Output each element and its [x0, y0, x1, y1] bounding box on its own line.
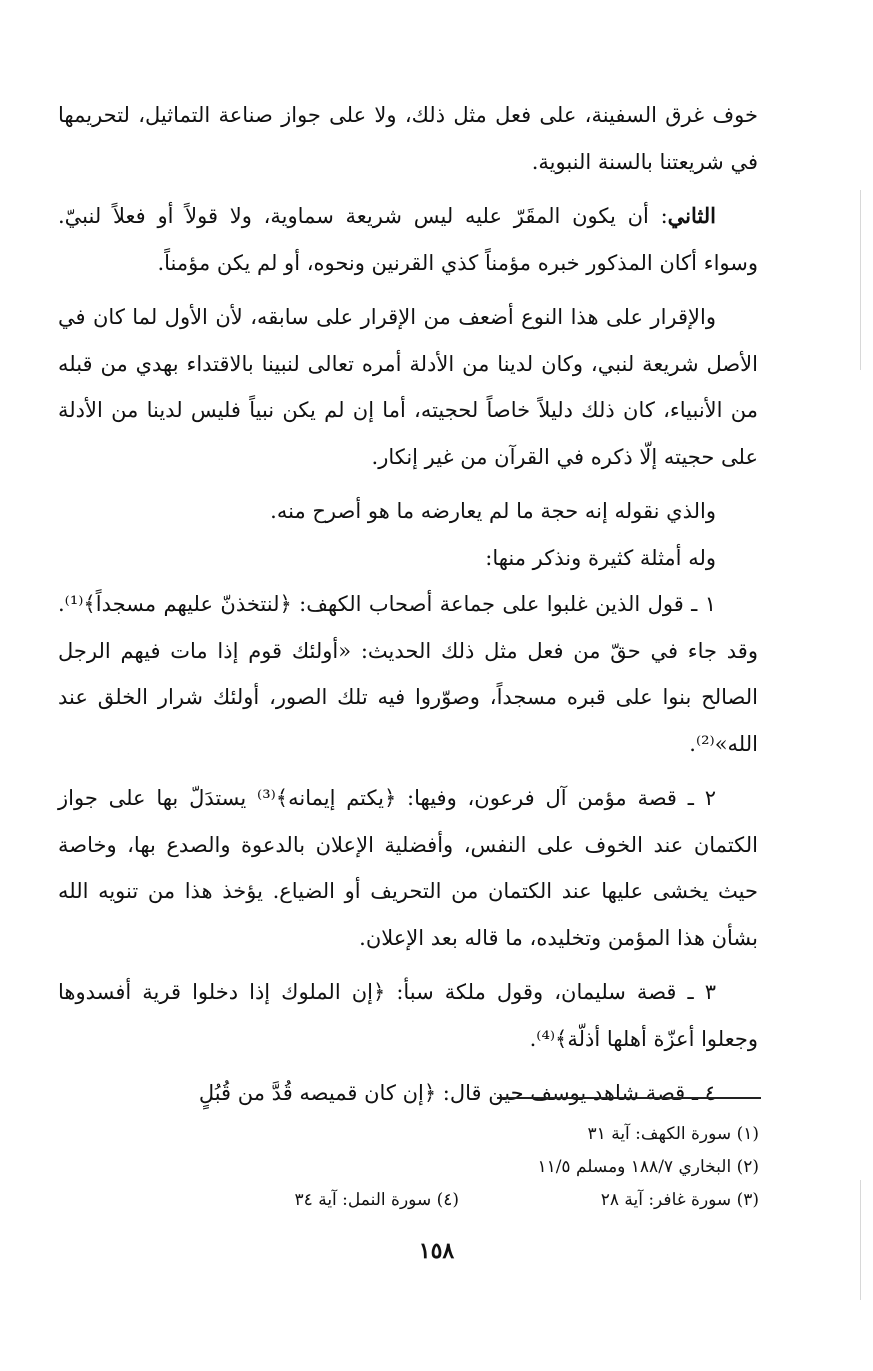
footnote-row — [159, 1118, 759, 1151]
main-text — [58, 92, 758, 1117]
footnote-3: (٣) سورة غافر: آية ٢٨ — [600, 1190, 759, 1210]
paragraph-argument: والإقرار على هذا النوع أضعف من الإقرار على سابقه، لأن الأول لما كان في الأصل شريعة لنبي، وكان لدينا من الأدلة أمره تعالى لنبينا بالاقتداء بهدي من قبله من الأنبياء، كان ذلك دليلاً خاصاً لحجيته، أما إن لم يكن نبياً فليس لدينا من الأدلة على حجيته إلّا ذكره في القرآن من غير إنكار. — [58, 305, 758, 469]
paragraph-second-type: الثاني: أن يكون المقَرّ عليه ليس شريعة سماوية، ولا قولاً أو فعلاً لنبيّ. وسواء أكان المذكور خبره مؤمناً كذي القرنين ونحوه، أو لم يكن مؤمناً. — [58, 203, 758, 275]
paragraph-lead-word: الثاني — [667, 203, 716, 228]
paragraph-examples-intro: وله أمثلة كثيرة ونذكر منها: — [485, 545, 716, 570]
footnote-row — [159, 1151, 759, 1184]
paragraph-continuation: خوف غرق السفينة، على فعل مثل ذلك، ولا على جواز صناعة التماثيل، لتحريمها في شريعتنا بالسنة النبوية. — [58, 103, 758, 174]
paragraph-example-3: ٣ ـ قصة سليمان، وقول ملكة سبأ: ﴿إن الملوك إذا دخلوا قرية أفسدوها وجعلوا أعزّة أهلها أذلّة﴾⁽⁴⁾. — [58, 980, 758, 1051]
footnote-divider — [497, 1097, 761, 1099]
footnote-2: (٢) البخاري ١٨٨/٧ ومسلم ١١/٥ — [537, 1157, 759, 1177]
paragraph-example-2: ٢ ـ قصة مؤمن آل فرعون، وفيها: ﴿يكتم إيمانه﴾⁽³⁾ يستدَلّ بها على جواز الكتمان عند الخوف على النفس، وأفضلية الإعلان بالدعوة والصدع بها، وخاصة حيث يخشى عليها عند الكتمان من التحريف أو الضياع. يؤخذ هذا من تنويه الله بشأن هذا المؤمن وتخليده، ما قاله بعد الإعلان. — [58, 786, 758, 950]
page-number: ١٥٨ — [418, 1238, 455, 1264]
footnote-4: (٤) سورة النمل: آية ٣٤ — [294, 1190, 459, 1210]
margin-mark — [860, 190, 861, 370]
paragraph-conclusion: والذي نقوله إنه حجة ما لم يعارضه ما هو أصرح منه. — [270, 499, 716, 523]
footnote-1: (١) سورة الكهف: آية ٣١ — [587, 1124, 759, 1144]
footnotes — [159, 1118, 759, 1217]
paragraph-example-4: ٤ ـ قصة شاهد يوسف حين قال: ﴿إن كان قميصه قُدَّ من قُبُلٍ — [198, 1081, 716, 1105]
footnote-row — [159, 1184, 759, 1217]
margin-mark — [860, 1180, 861, 1300]
paragraph-example-1: ١ ـ قول الذين غلبوا على جماعة أصحاب الكهف: ﴿لنتخذنّ عليهم مسجداً﴾⁽¹⁾. وقد جاء في حقّ من فعل مثل ذلك الحديث: «أولئك قوم إذا مات فيهم الرجل الصالح بنوا على قبره مسجداً، وصوّروا فيه تلك الصور، أولئك شرار الخلق عند الله»⁽²⁾. — [58, 592, 758, 756]
